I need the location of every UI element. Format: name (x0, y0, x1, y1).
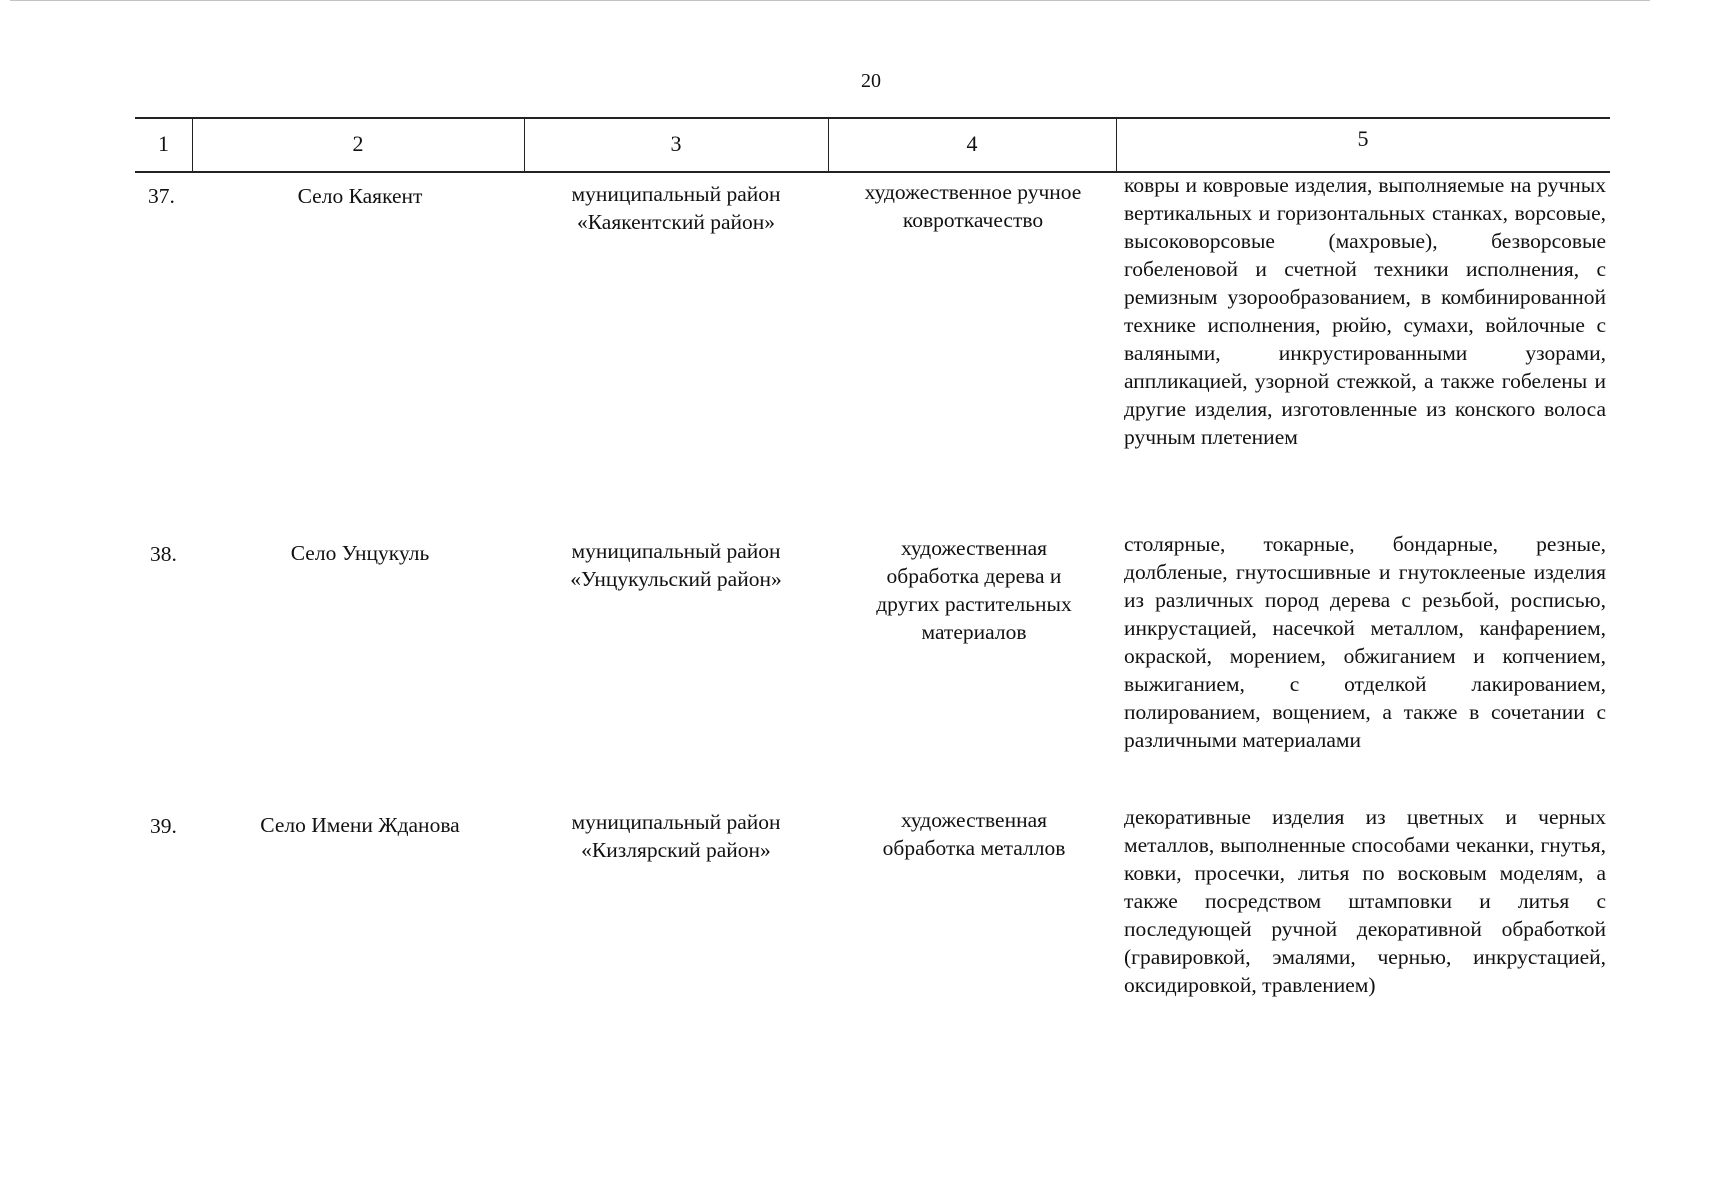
district-line: муниципальный район (571, 539, 781, 563)
row-number: 39. (150, 814, 177, 838)
craft-type: художественная обработка металлов (882, 808, 1066, 860)
scan-edge-line (10, 0, 1650, 1)
district (530, 808, 822, 864)
column-header-3: 3 (670, 131, 682, 156)
column-header-4: 4 (966, 131, 978, 156)
products-description: столярные, токарные, бондарные, резные, долбленые, гнутосшивные и гнутоклееные изделия из различных пород дерева с резьбой, росписью, инкрустацией, насечкой металлом, канфарением, окраской, морением, обжиганием и копчением, выжиганием, с отделкой лакированием, полированием, вощением, а также в сочетании с различными материалами (1124, 532, 1606, 752)
products-description: ковры и ковровые изделия, выполняемые на ручных вертикальных и горизонтальных станках, ворсовые, высоковорсовые (махровые), безворсовые гобеленовой и счетной техники исполнения, с ремизным узорообразованием, в комбинированной технике исполнения, рюйю, сумахи, войлочные с валяными, инкрустированными узорами, аппликацией, узорной стежкой, а также гобелены и другие изделия, изготовленные из конского волоса ручным плетением (1124, 173, 1606, 449)
district-line: «Кизлярский район» (581, 838, 771, 862)
craft-type: художественная обработка дерева и других растительных материалов (876, 536, 1072, 644)
place-name: Село Унцукуль (290, 541, 430, 565)
place-name: Село Каякент (297, 184, 423, 208)
district-line: муниципальный район (571, 810, 781, 834)
row-number: 38. (150, 542, 177, 566)
page-number: 20 (861, 70, 881, 92)
district-line: «Каякентский район» (576, 210, 776, 234)
district-line: «Унцукульский район» (570, 567, 782, 591)
row-number: 37. (148, 184, 175, 208)
craft-type: художественное ручное ковроткачество (864, 180, 1082, 232)
column-header-5: 5 (1357, 126, 1369, 151)
place-name: Село Имени Жданова (260, 813, 460, 837)
district (530, 180, 822, 236)
products-description: декоративные изделия из цветных и черных металлов, выполненные способами чеканки, гнутья, ковки, просечки, литья по восковым моделям, а также посредством штамповки и литья с последующей ручной декоративной обработкой (гравировкой, эмалями, чернью, инкрустацией, оксидировкой, травлением) (1124, 805, 1606, 997)
column-header-1: 1 (158, 131, 169, 156)
header-top-rule (135, 117, 1610, 119)
column-header-2: 2 (352, 131, 364, 156)
district (530, 537, 822, 593)
district-line: муниципальный район (571, 182, 781, 206)
